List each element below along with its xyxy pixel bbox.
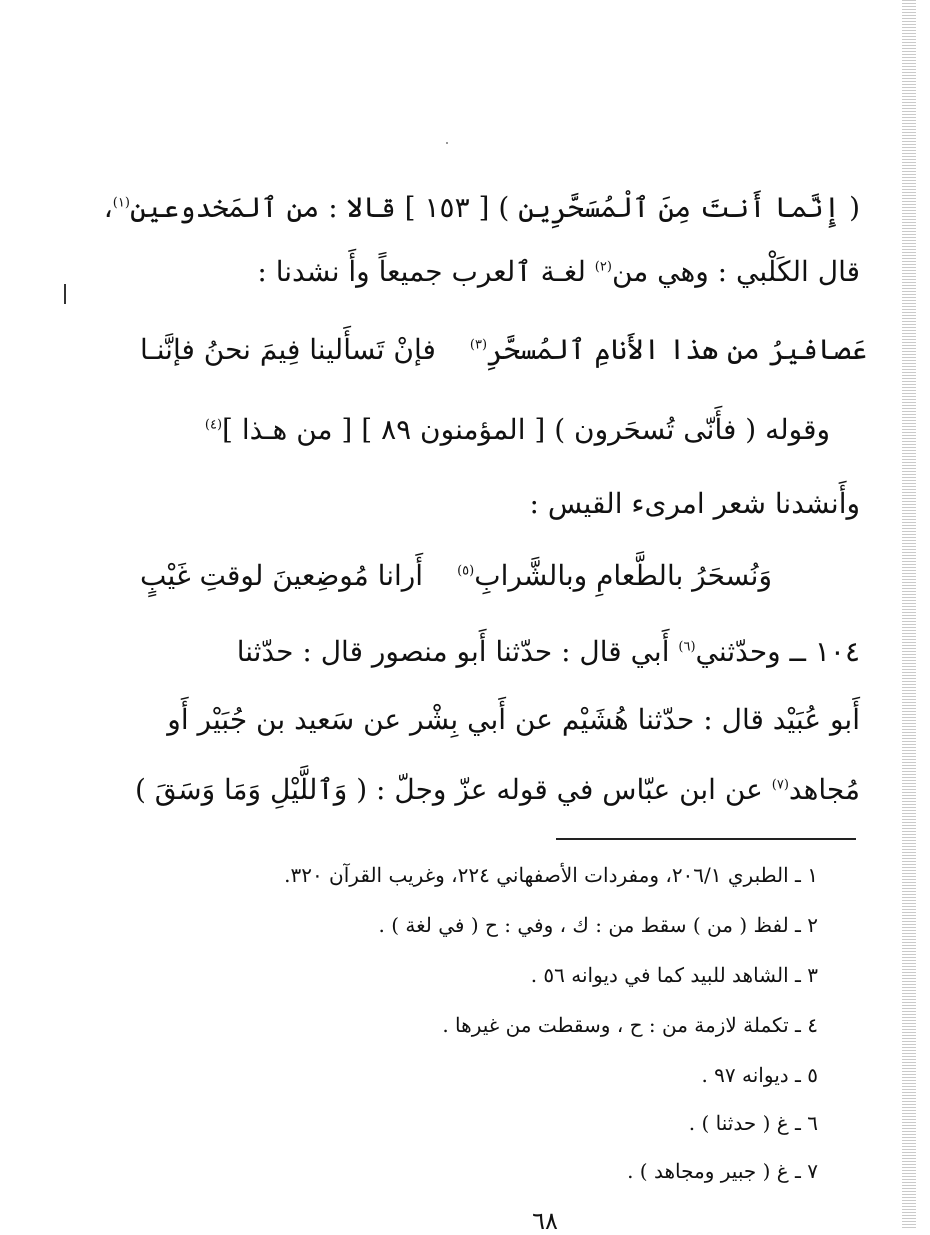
text-line-9-body: عن ابن عبّاس في قوله عزّ وجلّ : ( وَٱللَّيْلِ وَمَا وَسَقَ ) <box>134 773 763 806</box>
text-line-7-tail: أَبي قال : حدّثنا أَبو منصور قال : حدّثنا <box>236 635 679 668</box>
footnote-1: ١ ـ الطبري ٢٠٦/١، ومفردات الأصفهاني ٢٢٤، وغريب القرآن ٣٢٠. <box>284 863 818 887</box>
note-ref-4: (٤) <box>204 417 223 433</box>
text-line-7 <box>140 632 860 672</box>
scan-edge <box>902 0 916 1230</box>
verse-2 <box>140 556 860 596</box>
note-ref-3: (٣) <box>469 337 488 353</box>
footnote-6: ٦ ـ غ ( حدثنا ) . <box>688 1111 818 1135</box>
note-ref-1: (١) <box>112 195 130 211</box>
text-line-1 <box>103 188 860 228</box>
note-ref-6: (٦) <box>678 639 696 655</box>
text-line-2-body: قال الكَلْبي : وهي من <box>611 255 860 288</box>
note-ref-5: (٥) <box>457 563 475 579</box>
text-line-2-tail: لغـة ٱلعرب جميعاً وأَ نشدنا : <box>257 255 595 288</box>
footnote-3: ٣ ـ الشاهد للبيد كما في ديوانه ٥٦ . <box>530 963 818 987</box>
text-line-1-tail: ، <box>103 191 113 224</box>
text-line-1-body: ( إِنَّما أَنتَ مِنَ ٱلْمُسَحَّرِين ) [ ١٥٣ ] قالا : من ٱلمَخدوعين <box>129 191 860 224</box>
scan-mark <box>64 284 66 304</box>
text-line-4 <box>150 410 830 450</box>
footnote-5: ٥ ـ ديوانه ٩٧ . <box>701 1063 818 1087</box>
footnote-divider <box>556 838 856 840</box>
text-line-8-body: أَبو عُبَيْد قال : حدّثنا هُشَيْم عن أَبي بِشْر عن سَعيد بن جُبَيْر أَو <box>167 703 860 736</box>
text-line-4-body: وقوله ( فأَنّى تُسحَرون ) [ المؤمنون ٨٩ ] [ من هـذا ] <box>222 413 830 446</box>
text-line-9 <box>134 770 860 810</box>
verse-2-hemistich-2: وَنُسحَرُ بالطَّعامِ وبالشَّرابِ <box>474 559 772 592</box>
verse-1-hemistich-1: فإنْ تَسأَلينا فِيمَ نحنُ فإنَّنـا <box>140 333 436 366</box>
verse-1 <box>140 330 868 370</box>
scan-dot <box>446 142 448 144</box>
footnote-4: ٤ ـ تكملة لازمة من : ح ، وسقطت من غيرها . <box>442 1013 818 1037</box>
verse-1-hemistich-2: عَصافيرُ من هذا الأَنامِ ٱلمُسحَّرِ <box>487 333 868 366</box>
verse-2-hemistich-1: أَرانا مُوضِعينَ لوقتِ غَيْبٍ <box>140 559 424 592</box>
text-line-5 <box>140 484 860 524</box>
note-ref-7: (٧) <box>771 777 789 793</box>
text-line-9-head: مُجاهد <box>788 773 860 806</box>
footnote-7: ٧ ـ غ ( جبير ومجاهد ) . <box>627 1159 818 1183</box>
note-ref-2: (٢) <box>594 259 612 275</box>
text-line-2 <box>140 252 860 292</box>
page-number: ٦٨ <box>532 1207 558 1235</box>
text-line-7-body: ١٠٤ ــ وحدّثني <box>695 635 860 668</box>
footnote-2: ٢ ـ لفظ ( من ) سقط من : ك ، وفي : ح ( في لغة ) . <box>378 913 818 937</box>
text-line-8 <box>140 700 860 740</box>
text-line-5-body: وأَنشدنا شعر امرىء القيس : <box>529 487 860 520</box>
